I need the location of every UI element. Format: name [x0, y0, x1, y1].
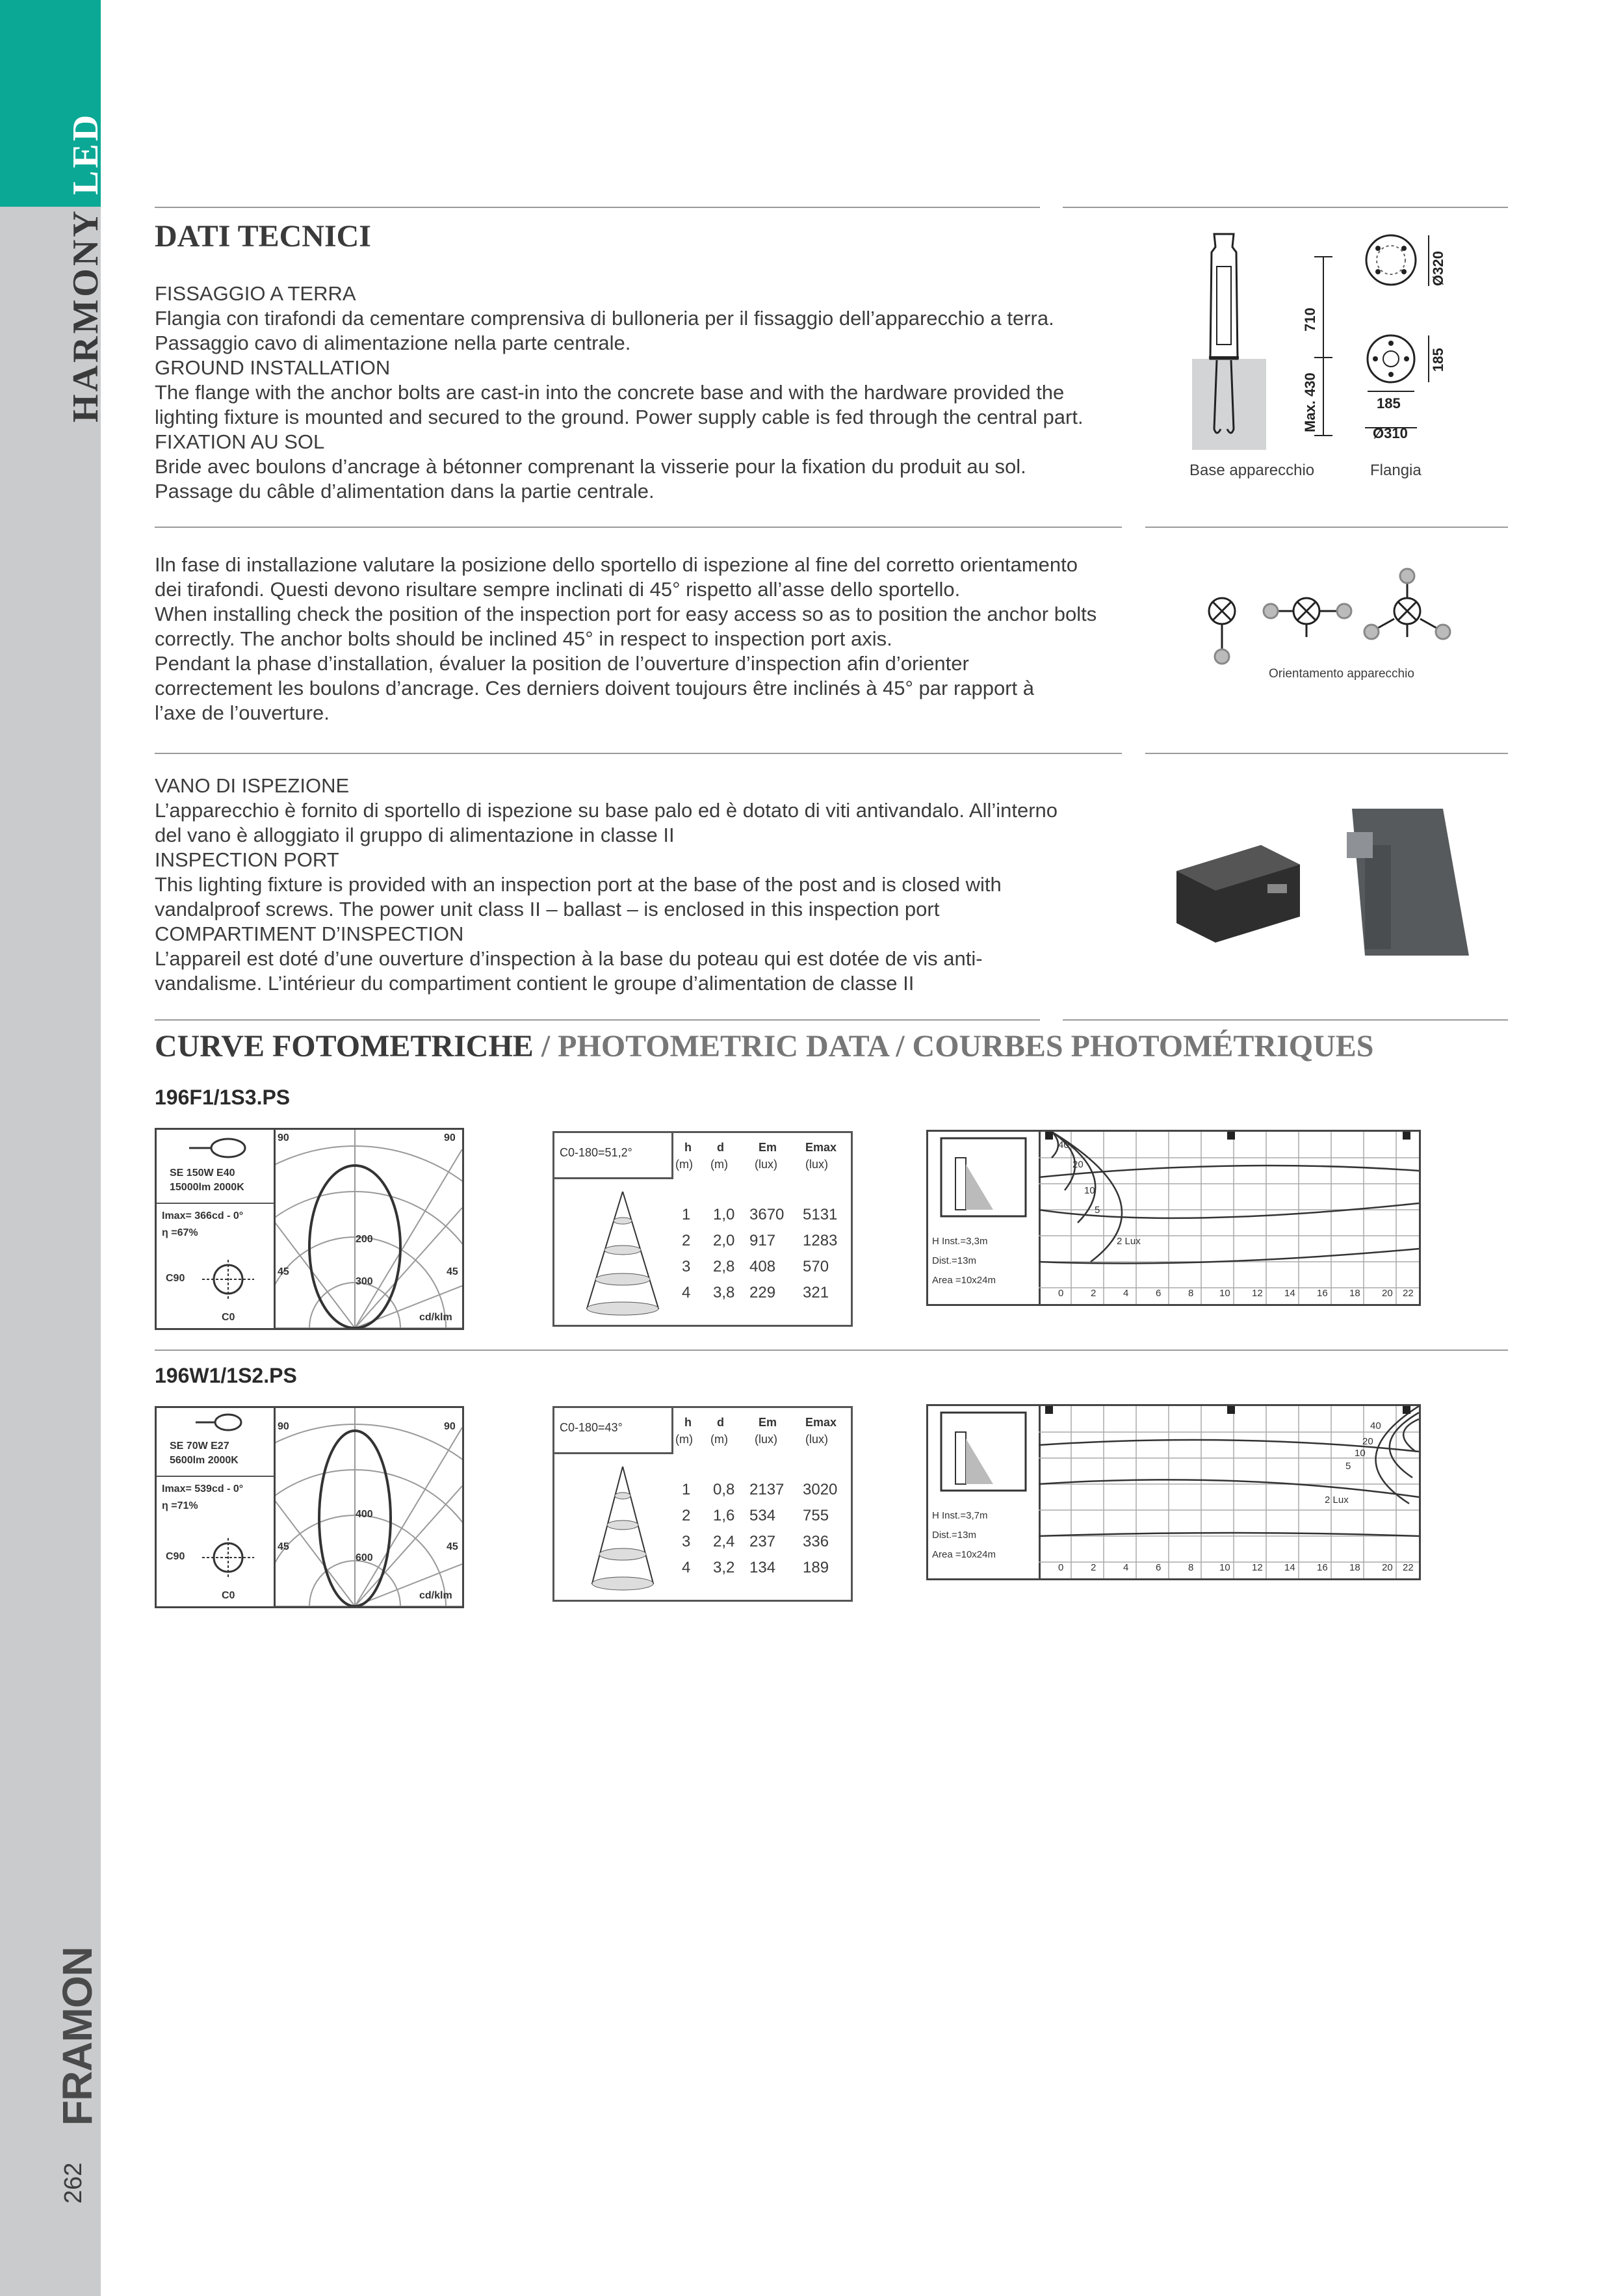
text-line: L’appareil est doté d’une ouverture d’inspection à la base du poteau qui est dotée de vis anti- — [155, 947, 983, 970]
text-line: correctement les boulons d’ancrage. Ces derniers doivent toujours être inclinés à 45° par rapport à — [155, 677, 1035, 699]
ground-block — [1192, 359, 1266, 450]
lamp-spec: SE 70W E27 — [170, 1441, 229, 1452]
text-line: Flangia con tirafondi da cementare comprensiva di bulloneria per il fissaggio dell’apparecchio a terra. — [155, 307, 1054, 330]
table-cell: 0,8 — [713, 1481, 735, 1498]
product-code: 196F1/1S3.PS — [155, 1086, 291, 1109]
text-line: Bride avec boulons d’ancrage à bétonner comprenant la visserie pour la fixation du produit au sol. — [155, 455, 1026, 478]
orientation-diagram — [1196, 559, 1469, 676]
text-line: Iln fase di installazione valutare la posizione dello sportello di ispezione al fine del corretto orientamento — [155, 553, 1078, 576]
text-line: dei tirafondi. Questi devono risultare sempre inclinati di 45° rispetto all’asse dello sportello. — [155, 578, 961, 601]
table-cell: 534 — [749, 1507, 776, 1524]
c-plane-90: C90 — [166, 1273, 185, 1284]
iso-label: 2 Lux — [1117, 1236, 1141, 1247]
divider — [155, 207, 1040, 208]
pole-outline — [1210, 234, 1238, 359]
cone-angle: C0-180=43° — [560, 1421, 623, 1434]
table-cell: 189 — [803, 1559, 829, 1576]
table-cell: 3,2 — [713, 1559, 735, 1576]
polar-angle: 90 — [278, 1132, 289, 1143]
orientation-text — [155, 553, 1130, 725]
text-line: l’axe de l’ouverture. — [155, 701, 330, 724]
isolux-diagram — [926, 1130, 1421, 1306]
table-cell: 1,6 — [713, 1507, 735, 1524]
grid-info: Dist.=13m — [932, 1530, 976, 1541]
table-cell: 570 — [803, 1258, 829, 1275]
col-header: Em — [759, 1416, 777, 1429]
caption-base: Base apparecchio — [1189, 462, 1315, 479]
dim-bolt-spacing: 185 — [1377, 395, 1401, 411]
c-plane-0: C0 — [222, 1312, 235, 1323]
iso-label: 40 — [1058, 1140, 1069, 1151]
isolux-grid — [1039, 1406, 1419, 1578]
col-unit: (m) — [675, 1158, 693, 1171]
c-plane-icon — [157, 1247, 274, 1325]
polar-value: 200 — [356, 1234, 373, 1245]
table-cell: 3 — [682, 1533, 691, 1550]
isolux-grid — [1039, 1132, 1419, 1304]
text-line: Passage du câble d’alimentation dans la partie centrale. — [155, 480, 655, 502]
page-number: 262 — [60, 2162, 87, 2204]
efficiency: η =67% — [162, 1227, 198, 1238]
table-cell: 4 — [682, 1559, 691, 1576]
polar-angle: 90 — [444, 1421, 456, 1432]
iso-label: 2 Lux — [1325, 1494, 1349, 1506]
section-title-photometric — [155, 1028, 1373, 1064]
iso-label: 40 — [1370, 1420, 1381, 1431]
dim-flange-diameter: Ø320 — [1430, 251, 1446, 286]
col-header: Emax — [805, 1416, 837, 1429]
polar-diagram — [155, 1128, 464, 1330]
table-cell: 3670 — [749, 1206, 785, 1223]
col-unit: (lux) — [805, 1158, 828, 1171]
table-cell: 321 — [803, 1284, 829, 1301]
col-unit: (m) — [710, 1433, 728, 1446]
c-plane-icon — [157, 1525, 274, 1603]
col-header: h — [684, 1141, 692, 1154]
table-cell: 2 — [682, 1507, 691, 1524]
text-line: vandalproof screws. The power unit class II – ballast – is enclosed in this inspection port — [155, 898, 940, 920]
iso-label: 5 — [1345, 1461, 1351, 1472]
iso-label: 20 — [1362, 1436, 1373, 1447]
polar-angle: 45 — [447, 1541, 458, 1552]
iso-label: 10 — [1084, 1185, 1095, 1196]
inspection-text — [155, 774, 1130, 996]
grid-info: H Inst.=3,7m — [932, 1510, 988, 1521]
product-label: HARMONY — [66, 208, 106, 423]
text-line: This lighting fixture is provided with an inspection port at the base of the post and is closed with — [155, 873, 1002, 896]
col-unit: (lux) — [805, 1433, 828, 1446]
divider — [1063, 1019, 1508, 1021]
lamp-flux: 15000lm 2000K — [170, 1182, 244, 1193]
polar-curve — [274, 1408, 462, 1606]
text-line: The flange with the anchor bolts are cast-in into the concrete base and with the hardware provided the — [155, 381, 1065, 404]
table-cell: 2 — [682, 1232, 691, 1249]
text-line: INSPECTION PORT — [155, 848, 339, 871]
table-cell: 917 — [749, 1232, 776, 1249]
photometric-table — [552, 1406, 853, 1602]
polar-value: 600 — [356, 1552, 373, 1563]
photometric-table — [552, 1131, 853, 1327]
lamp-icon — [157, 1130, 274, 1188]
section-title-technical: DATI TECNICI — [155, 219, 371, 254]
text-line: lighting fixture is mounted and secured to the ground. Power supply cable is fed through the central part. — [155, 406, 1084, 428]
caption-orientation: Orientamento apparecchio — [1269, 667, 1414, 681]
table-cell: 3 — [682, 1258, 691, 1275]
text-line: COMPARTIMENT D’INSPECTION — [155, 922, 464, 945]
flange-top-view — [1366, 235, 1416, 285]
table-cell: 4 — [682, 1284, 691, 1301]
text-line: L’apparecchio è fornito di sportello di ispezione su base palo ed è dotato di viti antivandalo. All’interno — [155, 799, 1058, 822]
table-cell: 1283 — [803, 1232, 838, 1249]
brand-logo: FRAMON — [54, 1947, 101, 2126]
polar-unit: cd/klm — [419, 1312, 452, 1323]
cone-diagram — [580, 1467, 665, 1597]
table-cell: 229 — [749, 1284, 776, 1301]
iso-label: 5 — [1095, 1205, 1100, 1216]
dim-flange-side: 185 — [1430, 348, 1446, 372]
divider — [155, 753, 1122, 754]
table-cell: 3,8 — [713, 1284, 735, 1301]
text-line: GROUND INSTALLATION — [155, 356, 391, 379]
grid-axis: 0 2 4 6 8 10 12 14 16 18 20 22 — [1058, 1562, 1414, 1573]
isolux-icon — [928, 1406, 1039, 1497]
divider — [155, 527, 1122, 528]
imax: Imax= 366cd - 0° — [162, 1210, 244, 1221]
polar-angle: 90 — [278, 1421, 289, 1432]
c-plane-90: C90 — [166, 1551, 185, 1562]
col-header: h — [684, 1416, 692, 1429]
text-line: vandalisme. L’intérieur du compartiment contient le groupe d’alimentation de classe II — [155, 972, 915, 995]
polar-angle: 90 — [444, 1132, 456, 1143]
table-cell: 1 — [682, 1206, 691, 1223]
table-cell: 237 — [749, 1533, 776, 1550]
col-header: Emax — [805, 1141, 837, 1154]
dim-bolt-circle: Ø310 — [1373, 425, 1408, 441]
installation-diagram — [1183, 221, 1495, 468]
polar-value: 300 — [356, 1276, 373, 1287]
polar-angle: 45 — [278, 1541, 289, 1552]
caption-flange: Flangia — [1370, 462, 1422, 479]
table-cell: 5131 — [803, 1206, 838, 1223]
table-cell: 1,0 — [713, 1206, 735, 1223]
divider — [1145, 753, 1508, 754]
iso-label: 10 — [1355, 1448, 1366, 1459]
polar-value: 400 — [356, 1509, 373, 1520]
text-line: correctly. The anchor bolts should be inclined 45° in respect to inspection port axis. — [155, 627, 892, 650]
table-cell: 755 — [803, 1507, 829, 1524]
table-cell: 408 — [749, 1258, 776, 1275]
col-unit: (m) — [675, 1433, 693, 1446]
grid-info: Area =10x24m — [932, 1275, 996, 1286]
table-cell: 2,8 — [713, 1258, 735, 1275]
grid-axis: 0 2 4 6 8 10 12 14 16 18 20 22 — [1058, 1288, 1414, 1299]
col-unit: (lux) — [755, 1158, 777, 1171]
efficiency: η =71% — [162, 1500, 198, 1511]
series-label: LED — [66, 112, 106, 195]
isolux-icon — [928, 1132, 1039, 1223]
title-main: CURVE FOTOMETRICHE — [155, 1029, 534, 1063]
cone-diagram — [580, 1192, 665, 1322]
c-plane-0: C0 — [222, 1590, 235, 1601]
title-rest: / PHOTOMETRIC DATA / COURBES PHOTOMÉTRIQUES — [533, 1029, 1374, 1063]
isolux-diagram — [926, 1404, 1421, 1580]
lamp-spec: SE 150W E40 — [170, 1168, 235, 1179]
imax: Imax= 539cd - 0° — [162, 1483, 244, 1494]
divider — [1145, 527, 1508, 528]
polar-angle: 45 — [447, 1266, 458, 1277]
grid-info: Area =10x24m — [932, 1549, 996, 1560]
polar-curve — [274, 1130, 462, 1328]
polar-unit: cd/klm — [419, 1590, 452, 1601]
table-cell: 2137 — [749, 1481, 785, 1498]
text-line: FISSAGGIO A TERRA — [155, 282, 356, 305]
dim-height: 710 — [1302, 307, 1318, 332]
col-header: d — [717, 1416, 724, 1429]
col-header: d — [717, 1141, 724, 1154]
text-line: When installing check the position of the inspection port for easy access so as to position the anchor bolts — [155, 603, 1097, 625]
col-unit: (m) — [710, 1158, 728, 1171]
divider — [1063, 207, 1508, 208]
table-cell: 3020 — [803, 1481, 838, 1498]
table-cell: 1 — [682, 1481, 691, 1498]
cone-angle: C0-180=51,2° — [560, 1146, 632, 1159]
divider — [155, 1019, 1040, 1021]
dim-max-depth: Max. 430 — [1302, 372, 1318, 432]
text-line: VANO DI ISPEZIONE — [155, 774, 350, 797]
lamp-flux: 5600lm 2000K — [170, 1455, 239, 1466]
polar-angle: 45 — [278, 1266, 289, 1277]
polar-diagram — [155, 1406, 464, 1608]
technical-text — [155, 281, 1130, 504]
product-code: 196W1/1S2.PS — [155, 1364, 297, 1387]
text-line: Pendant la phase d’installation, évaluer la position de l’ouverture d’inspection afin d’orienter — [155, 652, 969, 675]
text-line: Passaggio cavo di alimentazione nella parte centrale. — [155, 332, 631, 354]
table-cell: 134 — [749, 1559, 776, 1576]
grid-info: H Inst.=3,3m — [932, 1236, 988, 1247]
table-cell: 336 — [803, 1533, 829, 1550]
inspection-photos — [1170, 806, 1475, 962]
text-line: del vano è alloggiato il gruppo di alimentazione in classe II — [155, 824, 675, 846]
grid-info: Dist.=13m — [932, 1255, 976, 1266]
col-unit: (lux) — [755, 1433, 777, 1446]
col-header: Em — [759, 1141, 777, 1154]
table-cell: 2,0 — [713, 1232, 735, 1249]
divider — [155, 1350, 1508, 1351]
text-line: FIXATION AU SOL — [155, 430, 325, 453]
iso-label: 20 — [1072, 1159, 1084, 1170]
table-cell: 2,4 — [713, 1533, 735, 1550]
